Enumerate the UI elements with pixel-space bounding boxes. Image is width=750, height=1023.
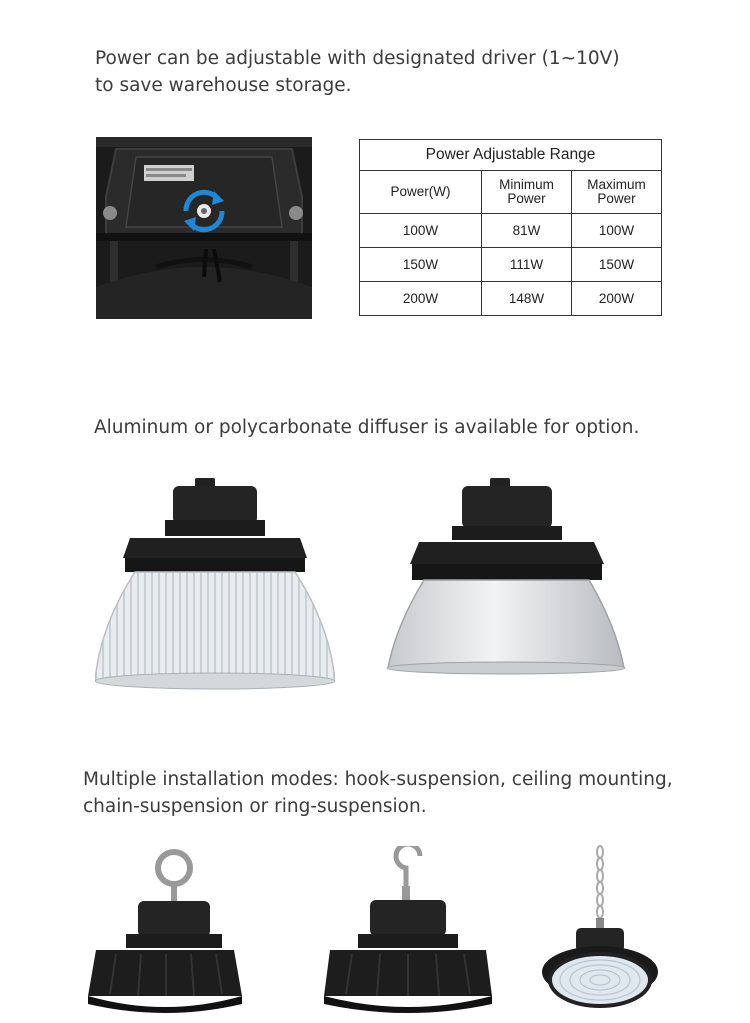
hook-suspension-lamp-image xyxy=(322,846,494,1018)
cell-max: 150W xyxy=(571,248,661,282)
chain-suspension-lamp-image xyxy=(540,844,660,1019)
header-maximum-power xyxy=(571,171,661,214)
cell-min: 81W xyxy=(482,214,572,248)
table-row xyxy=(360,214,662,248)
table-row xyxy=(360,282,662,316)
cell-max: 100W xyxy=(571,214,661,248)
polycarbonate-diffuser-lamp-image xyxy=(95,476,335,691)
installation-caption-line1: Multiple installation modes: hook-suspension, ceiling mounting, xyxy=(83,769,673,790)
power-range-table xyxy=(359,139,662,316)
header-min-line2: Power xyxy=(507,191,546,206)
rotate-arrows-icon xyxy=(174,181,234,241)
diffuser-caption: Aluminum or polycarbonate diffuser is available for option. xyxy=(94,417,640,438)
cell-power: 200W xyxy=(360,282,482,316)
cell-power: 150W xyxy=(360,248,482,282)
cell-min: 111W xyxy=(482,248,572,282)
table-row xyxy=(360,248,662,282)
cell-power: 100W xyxy=(360,214,482,248)
power-caption xyxy=(95,45,715,99)
installation-caption xyxy=(83,766,723,820)
cell-max: 200W xyxy=(571,282,661,316)
ring-suspension-lamp-image xyxy=(86,846,244,1018)
installation-caption-line2: chain-suspension or ring-suspension. xyxy=(83,796,427,817)
cell-min: 148W xyxy=(482,282,572,316)
aluminum-diffuser-lamp-image xyxy=(384,476,629,676)
table-title: Power Adjustable Range xyxy=(360,140,662,171)
header-minimum-power xyxy=(482,171,572,214)
header-max-line1: Maximum xyxy=(587,177,646,192)
driver-dial-photo xyxy=(96,137,312,319)
header-power: Power(W) xyxy=(360,171,482,214)
header-min-line1: Minimum xyxy=(499,177,554,192)
power-caption-line2: to save warehouse storage. xyxy=(95,75,352,96)
power-caption-line1: Power can be adjustable with designated driver (1~10V) xyxy=(95,48,620,69)
header-max-line2: Power xyxy=(597,191,636,206)
